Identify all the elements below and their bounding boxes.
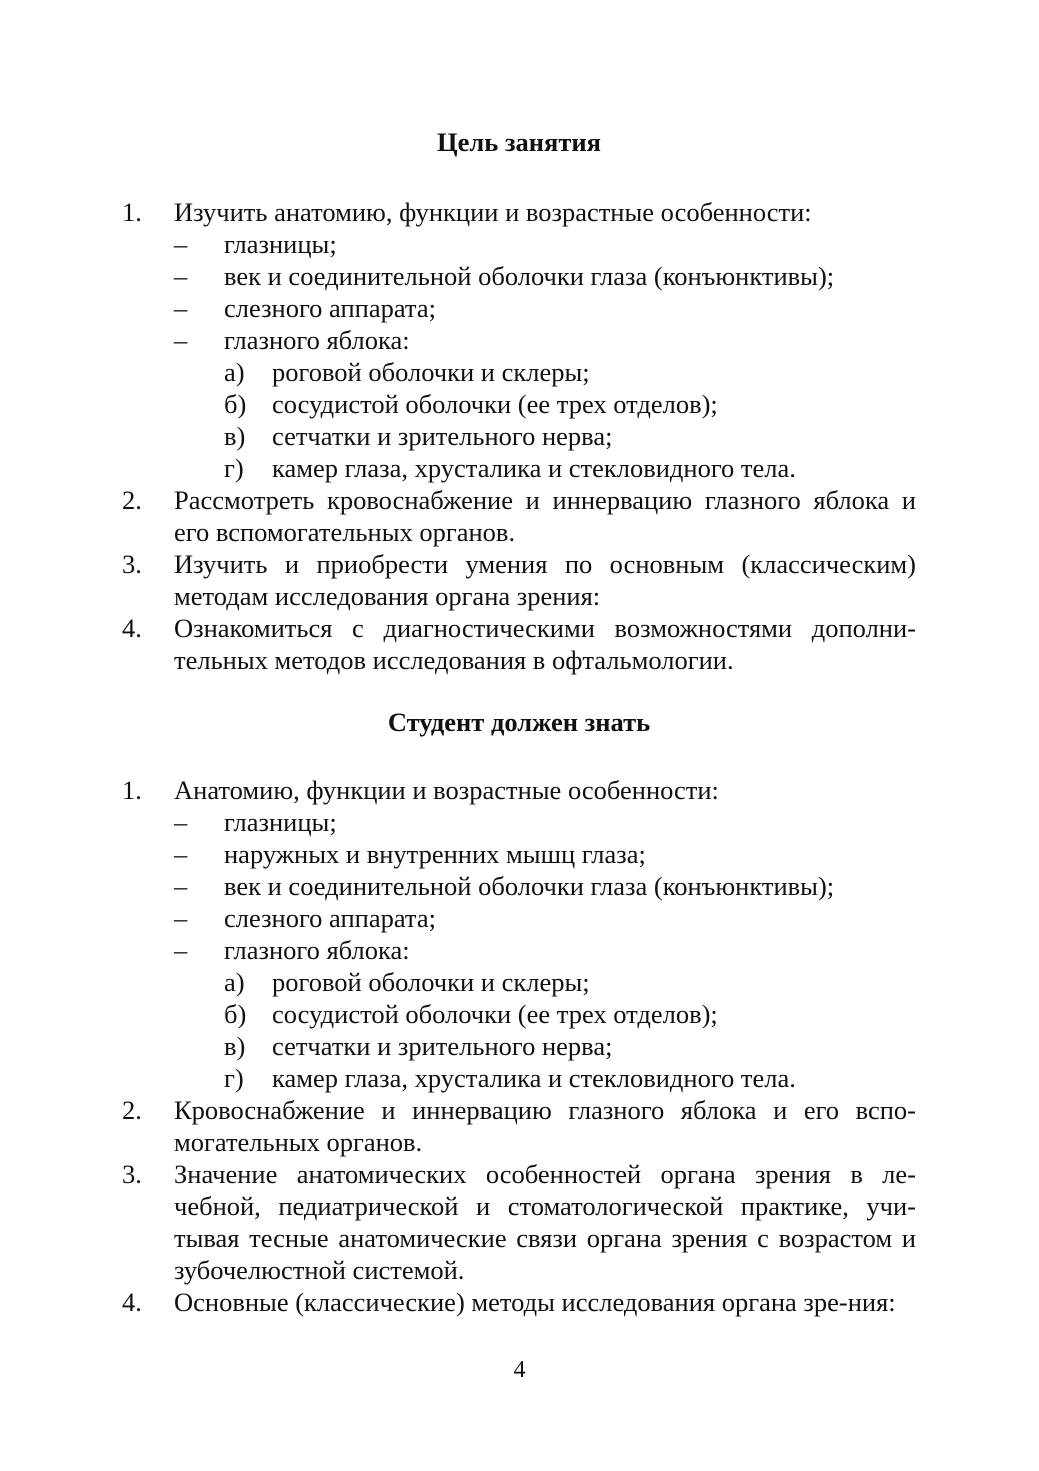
- sub-item: [122, 228, 916, 260]
- list-item: [122, 612, 916, 676]
- sub-item-text: слезного аппарата;: [224, 293, 436, 323]
- letter-item: [122, 452, 916, 484]
- sub-item: [122, 260, 916, 292]
- goal-list: [122, 196, 916, 676]
- letter-item-text: сетчатки и зрительного нерва;: [272, 1031, 613, 1061]
- sub-item-text: век и соединительной оболочки глаза (конъюнктивы);: [224, 261, 835, 291]
- item-text: Основные (классические) методы исследования органа зре-ния:: [174, 1287, 896, 1317]
- page-number: 4: [513, 1357, 526, 1383]
- item-number: 3.: [122, 1159, 142, 1189]
- item-number: 4.: [122, 1287, 142, 1317]
- letter-item: [122, 356, 916, 388]
- dash-marker: –: [174, 261, 188, 291]
- letter-item-text: камер глаза, хрусталика и стекловидного тела.: [272, 453, 796, 483]
- item-text: Изучить и приобрести умения по основным (классическим) методам исследования органа зрения:: [174, 549, 916, 611]
- letter-marker: г): [224, 453, 244, 483]
- letter-marker: в): [224, 1031, 246, 1061]
- dash-marker: –: [174, 871, 188, 901]
- item-number: 2.: [122, 1095, 142, 1125]
- sub-item-text: глазницы;: [224, 807, 337, 837]
- letter-marker: б): [224, 389, 247, 419]
- list-item: [122, 1158, 916, 1286]
- dash-marker: –: [174, 903, 188, 933]
- sub-item-text: век и соединительной оболочки глаза (конъюнктивы);: [224, 871, 835, 901]
- list-item: [122, 1286, 916, 1318]
- sub-item-text: глазного яблока:: [224, 935, 410, 965]
- letter-item-text: сосудистой оболочки (ее трех отделов);: [272, 389, 718, 419]
- item-text: Рассмотреть кровоснабжение и иннервацию глазного яблока и его вспомогательных органов.: [174, 485, 916, 547]
- letter-item: [122, 998, 916, 1030]
- item-number: 1.: [122, 775, 142, 805]
- letter-item: [122, 420, 916, 452]
- dash-marker: –: [174, 935, 188, 965]
- sub-item: [122, 870, 916, 902]
- list-item: [122, 774, 916, 806]
- sub-item: [122, 324, 916, 356]
- letter-item: [122, 1062, 916, 1094]
- letter-marker: б): [224, 999, 247, 1029]
- dash-marker: –: [174, 807, 188, 837]
- sub-item: [122, 838, 916, 870]
- letter-marker: в): [224, 421, 246, 451]
- sub-item: [122, 806, 916, 838]
- dash-marker: –: [174, 325, 188, 355]
- letter-item-text: роговой оболочки и склеры;: [272, 967, 590, 997]
- item-text: Значение анатомических особенностей органа зрения в ле-чебной, педиатрической и стоматологической практике, учи-тывая тесные анатомические связи органа зрения с возрастом и зубочелюстной системой.: [174, 1159, 916, 1285]
- sub-item: [122, 292, 916, 324]
- letter-item-text: камер глаза, хрусталика и стекловидного тела.: [272, 1063, 796, 1093]
- item-number: 2.: [122, 485, 142, 515]
- sub-item: [122, 934, 916, 966]
- letter-item: [122, 966, 916, 998]
- letter-marker: г): [224, 1063, 244, 1093]
- item-number: 3.: [122, 549, 142, 579]
- dash-marker: –: [174, 293, 188, 323]
- item-number: 4.: [122, 613, 142, 643]
- document-page: [122, 120, 916, 1318]
- list-item: [122, 1094, 916, 1158]
- dash-marker: –: [174, 839, 188, 869]
- section-title-goal: Цель занятия: [436, 127, 601, 157]
- dash-marker: –: [174, 229, 188, 259]
- letter-item: [122, 1030, 916, 1062]
- section-title-knowledge: Студент должен знать: [387, 707, 651, 737]
- sub-item-text: наружных и внутренних мышц глаза;: [224, 839, 646, 869]
- item-text: Ознакомиться с диагностическими возможностями дополни-тельных методов исследования в офтальмологии.: [174, 613, 916, 675]
- sub-item-text: слезного аппарата;: [224, 903, 436, 933]
- list-item: [122, 196, 916, 228]
- letter-item-text: сосудистой оболочки (ее трех отделов);: [272, 999, 718, 1029]
- sub-item: [122, 902, 916, 934]
- letter-item-text: сетчатки и зрительного нерва;: [272, 421, 613, 451]
- item-text: Кровоснабжение и иннервацию глазного яблока и его вспо-могательных органов.: [174, 1095, 916, 1157]
- sub-item-text: глазного яблока:: [224, 325, 410, 355]
- letter-item-text: роговой оболочки и склеры;: [272, 357, 590, 387]
- letter-marker: а): [224, 967, 245, 997]
- item-text: Анатомию, функции и возрастные особенности:: [174, 775, 719, 805]
- list-item: [122, 484, 916, 548]
- knowledge-list: [122, 774, 916, 1318]
- list-item: [122, 548, 916, 612]
- sub-item-text: глазницы;: [224, 229, 337, 259]
- letter-marker: а): [224, 357, 245, 387]
- item-number: 1.: [122, 197, 142, 227]
- item-text: Изучить анатомию, функции и возрастные особенности:: [174, 197, 812, 227]
- letter-item: [122, 388, 916, 420]
